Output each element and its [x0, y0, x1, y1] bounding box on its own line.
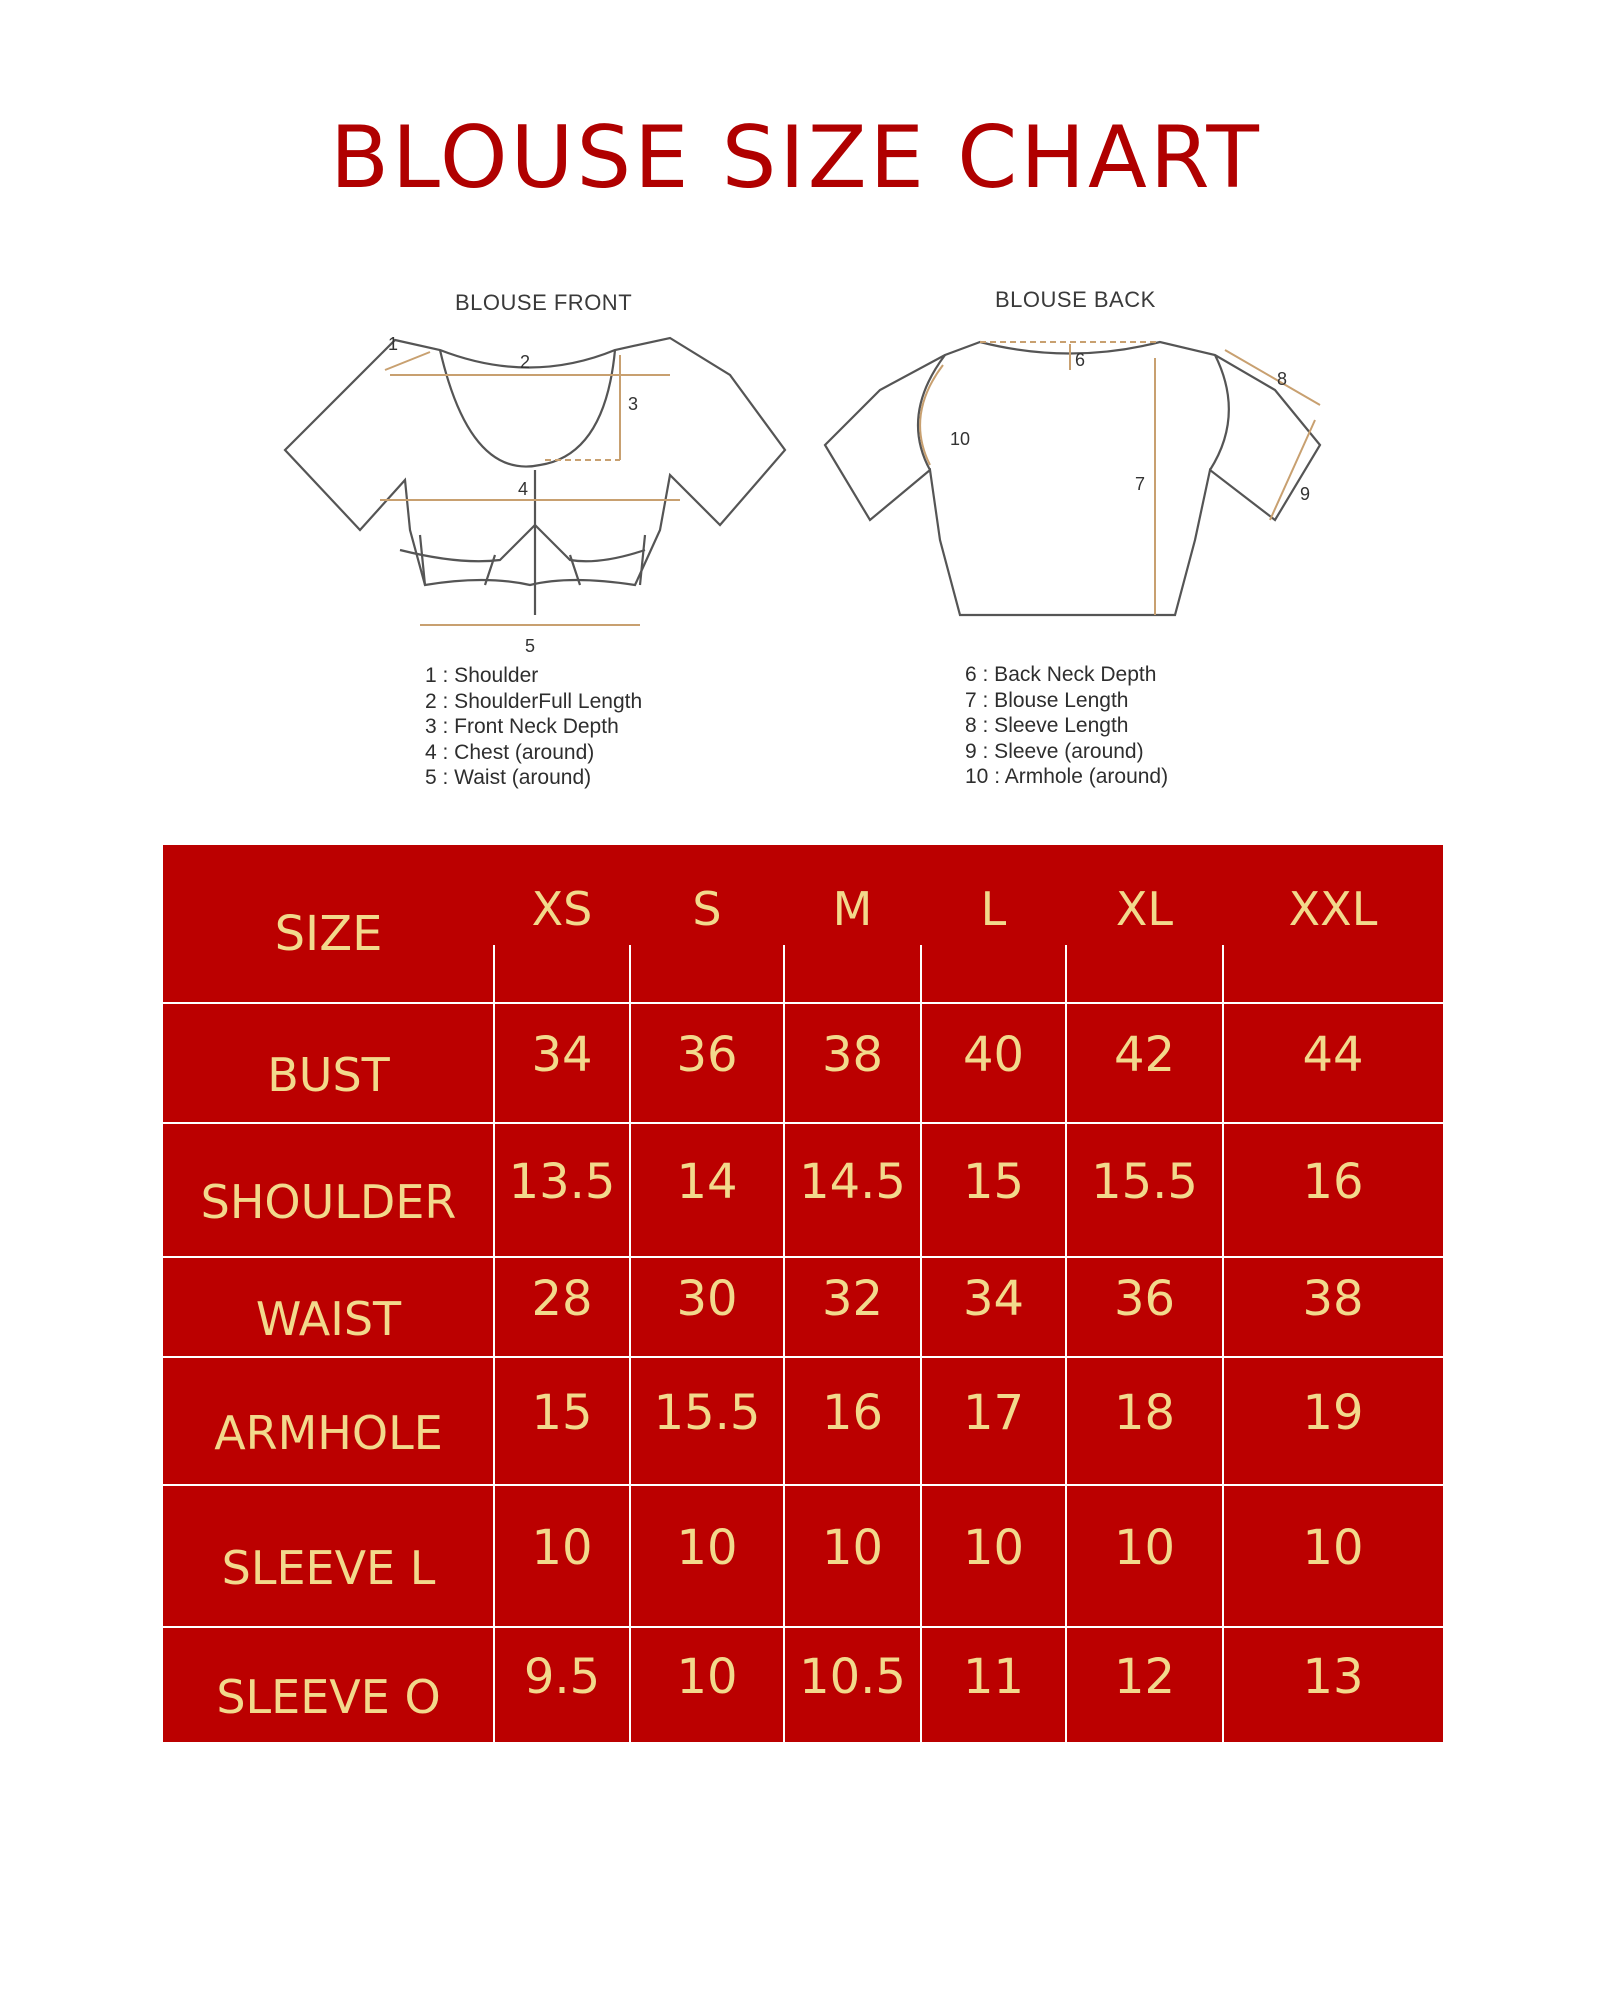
legend-item: 2 : ShoulderFull Length	[425, 689, 643, 713]
legend-item: 9 : Sleeve (around)	[965, 739, 1144, 763]
legend-item: 6 : Back Neck Depth	[965, 663, 1157, 686]
size-header-label: SIZE	[274, 906, 383, 962]
back-number-8: 8	[1277, 369, 1288, 389]
table-cell-value: 11	[962, 1648, 1025, 1705]
size-column-header: XXL	[1288, 882, 1378, 936]
table-cell-value: 10	[676, 1648, 738, 1705]
row-label: WAIST	[255, 1292, 402, 1346]
table-cell-value: 10	[1302, 1520, 1364, 1576]
back-outline	[825, 342, 1320, 615]
blouse-back-diagram	[815, 330, 1335, 630]
blouse-front-diagram	[270, 330, 790, 660]
legend-item: 4 : Chest (around)	[425, 740, 595, 764]
legend-item: 7 : Blouse Length	[965, 688, 1129, 712]
table-cell-value: 42	[1113, 1027, 1176, 1083]
table-cell-value: 14	[676, 1154, 738, 1210]
row-label: SHOULDER	[200, 1175, 457, 1229]
front-number-1: 1	[388, 334, 399, 354]
table-cell-value: 10	[962, 1520, 1025, 1576]
back-number-7: 7	[1135, 474, 1146, 494]
back-diagram-title: BLOUSE BACK	[995, 287, 1156, 312]
front-legend	[425, 663, 642, 791]
front-number-5: 5	[525, 636, 536, 656]
table-cell-value: 16	[821, 1385, 884, 1441]
row-label: BUST	[267, 1048, 390, 1102]
front-number-2: 2	[520, 352, 531, 372]
table-cell-value: 13	[1302, 1648, 1364, 1705]
front-diagram-title: BLOUSE FRONT	[455, 290, 633, 315]
table-cell-value: 18	[1113, 1385, 1176, 1441]
back-number-6: 6	[1075, 350, 1086, 370]
legend-item: 5 : Waist (around)	[425, 766, 592, 789]
table-cell-value: 28	[531, 1271, 593, 1327]
back-number-10: 10	[950, 429, 971, 449]
size-column-header: M	[832, 882, 873, 936]
legend-item: 8 : Sleeve Length	[965, 714, 1129, 737]
page-title: BLOUSE SIZE CHART	[330, 108, 1262, 208]
table-cell-value: 38	[821, 1027, 884, 1083]
row-label: SLEEVE O	[216, 1669, 441, 1724]
legend-item: 10 : Armhole (around)	[965, 765, 1169, 788]
table-cell-value: 36	[676, 1027, 738, 1083]
back-number-9: 9	[1300, 484, 1311, 504]
table-cell-value: 15.5	[1091, 1154, 1198, 1210]
table-cell-value: 10	[676, 1520, 738, 1576]
size-column-header: XS	[531, 882, 593, 936]
table-cell-value: 12	[1113, 1648, 1176, 1705]
table-cell-value: 17	[962, 1385, 1025, 1441]
table-cell-value: 10	[821, 1520, 884, 1576]
row-label: ARMHOLE	[214, 1406, 443, 1460]
table-cell-value: 9.5	[523, 1648, 601, 1705]
table-cell-value: 44	[1302, 1027, 1364, 1083]
table-cell-value: 10	[1113, 1520, 1176, 1576]
table-cell-value: 15	[962, 1154, 1025, 1210]
table-cell-value: 15.5	[653, 1385, 761, 1441]
size-table	[163, 845, 1443, 1742]
table-cell-value: 13.5	[508, 1154, 616, 1210]
table-cell-value: 34	[531, 1027, 593, 1083]
table-cell-value: 14.5	[799, 1154, 906, 1210]
table-cell-value: 19	[1302, 1385, 1364, 1441]
table-cell-value: 32	[821, 1271, 884, 1327]
size-column-header: L	[980, 882, 1007, 936]
table-cell-value: 34	[962, 1271, 1025, 1327]
table-cell-value: 16	[1302, 1154, 1364, 1210]
legend-item: 1 : Shoulder	[425, 664, 539, 687]
size-column-header: XL	[1115, 882, 1174, 936]
row-label: SLEEVE L	[221, 1541, 436, 1595]
table-cell-value: 10.5	[799, 1648, 906, 1705]
legend-item: 3 : Front Neck Depth	[425, 715, 619, 738]
table-cell-value: 36	[1113, 1271, 1176, 1327]
front-number-3: 3	[628, 394, 639, 414]
table-cell-value: 38	[1302, 1271, 1364, 1327]
table-cell-value: 15	[531, 1385, 593, 1441]
table-cell-value: 40	[962, 1027, 1025, 1083]
size-column-header: S	[692, 882, 722, 936]
table-cell-value: 30	[676, 1271, 738, 1327]
back-legend	[965, 662, 1168, 790]
front-number-4: 4	[518, 479, 529, 499]
table-cell-value: 10	[531, 1520, 593, 1576]
